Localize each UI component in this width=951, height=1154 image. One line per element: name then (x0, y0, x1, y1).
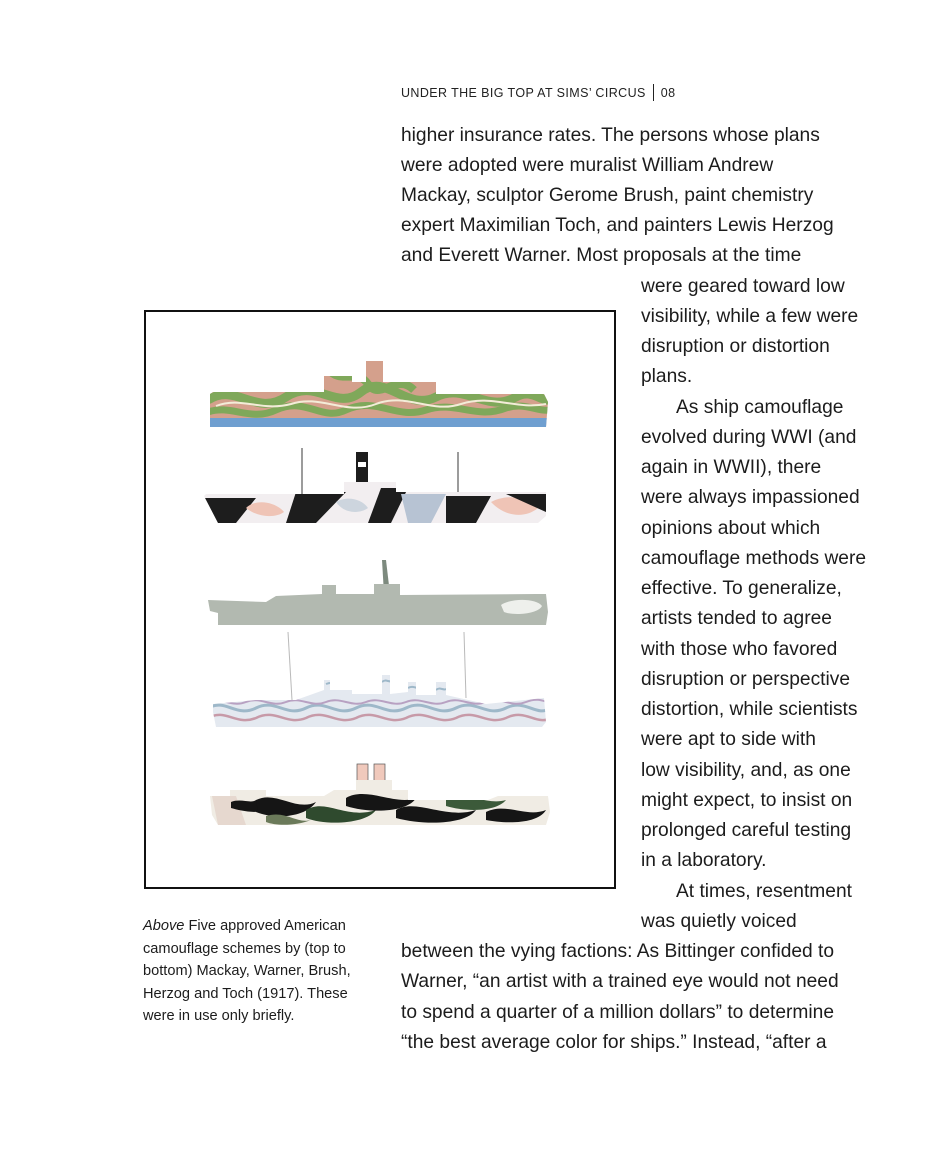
ships-illustration (146, 312, 614, 887)
body-line: artists tended to agree (641, 608, 832, 629)
body-line: As ship camouflage (676, 397, 844, 418)
body-line: evolved during WWI (and (641, 427, 857, 448)
page-number: 08 (660, 85, 676, 100)
body-line: effective. To generalize, (641, 578, 842, 599)
body-line: low visibility, and, as one (641, 760, 851, 781)
body-line: might expect, to insist on (641, 790, 853, 811)
body-line: distortion, while scientists (641, 699, 858, 720)
body-line: were adopted were muralist William Andrew (401, 155, 774, 176)
body-line: with those who favored (641, 639, 838, 660)
caption-text: Five approved American camouflage schemes by (top to bottom) Mackay, Warner, Brush, Herzog and Toch (1917). These were in use only briefly. (143, 918, 351, 1025)
body-line: and Everett Warner. Most proposals at the time (401, 245, 802, 266)
running-title: UNDER THE BIG TOP AT SIMS’ CIRCUS (401, 85, 646, 100)
body-line: At times, resentment (676, 881, 852, 902)
body-line: expert Maximilian Toch, and painters Lewis Herzog (401, 215, 834, 236)
body-line: was quietly voiced (641, 911, 797, 932)
body-line: to spend a quarter of a million dollars” to determine (401, 1002, 835, 1023)
header-divider (653, 84, 654, 101)
figure-frame (144, 310, 616, 889)
body-line: disruption or perspective (641, 669, 851, 690)
body-line: prolonged careful testing (641, 820, 852, 841)
caption-lead: Above (143, 918, 185, 934)
body-line: opinions about which (641, 518, 821, 539)
body-line: were geared toward low (641, 276, 845, 297)
body-line: Mackay, sculptor Gerome Brush, paint chemistry (401, 185, 814, 206)
brush-ship (206, 560, 556, 630)
mackay-ship (206, 357, 556, 432)
body-line: were apt to side with (641, 729, 816, 750)
warner-ship (201, 448, 551, 527)
body-line: were always impassioned (641, 487, 860, 508)
running-head (401, 84, 675, 101)
body-line: plans. (641, 366, 693, 387)
body-line: visibility, while a few were (641, 306, 859, 327)
herzog-ship (206, 632, 556, 732)
body-line: higher insurance rates. The persons whose plans (401, 125, 820, 146)
figure-caption (143, 915, 358, 1028)
body-line: Warner, “an artist with a trained eye would not need (401, 971, 839, 992)
body-line: again in WWII), there (641, 457, 822, 478)
body-line: in a laboratory. (641, 850, 767, 871)
body-line: camouflage methods were (641, 548, 867, 569)
body-line: disruption or distortion (641, 336, 830, 357)
body-line: “the best average color for ships.” Instead, “after a (401, 1032, 827, 1053)
toch-ship (206, 764, 556, 830)
body-line: between the vying factions: As Bittinger confided to (401, 941, 835, 962)
